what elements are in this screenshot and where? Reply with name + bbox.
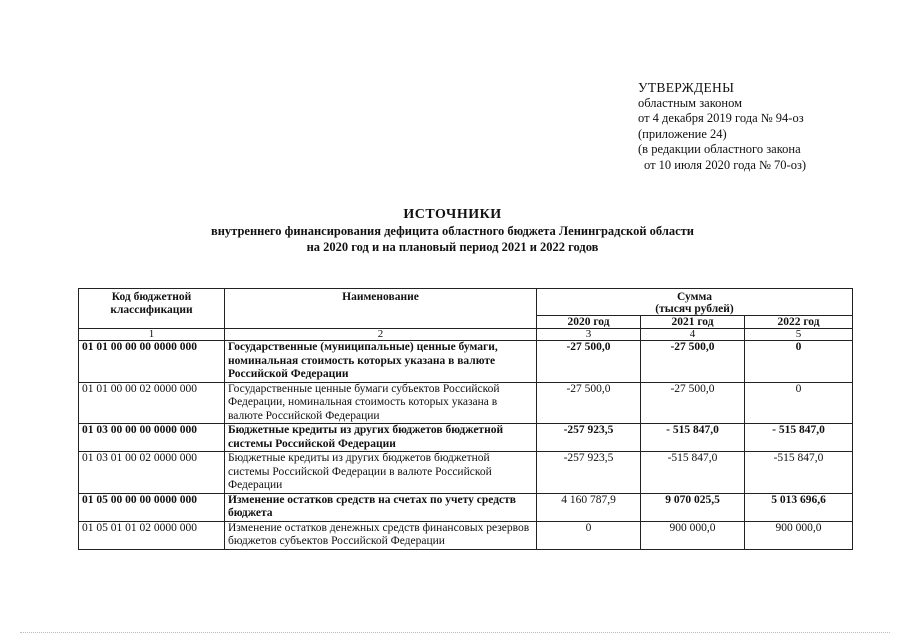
header-code-label: Код бюджетной классификации <box>110 291 193 316</box>
row-value-2022: - 515 847,0 <box>745 424 853 452</box>
row-name: Изменение остатков денежных средств финансовых резервов бюджетов субъектов Российской Федерации <box>225 521 537 549</box>
row-value-2022: -515 847,0 <box>745 452 853 494</box>
header-year-2021: 2021 год <box>641 316 745 329</box>
row-value-2020: -27 500,0 <box>537 341 641 383</box>
approval-heading: УТВЕРЖДЕНЫ <box>638 80 735 95</box>
document-title <box>0 206 905 255</box>
table-row <box>79 452 853 494</box>
page-cut-edge <box>20 632 890 637</box>
header-sum-unit: (тысяч рублей) <box>655 303 734 315</box>
header-sum-label: Сумма <box>677 291 712 303</box>
row-value-2021: - 515 847,0 <box>641 424 745 452</box>
column-number: 3 <box>537 329 641 341</box>
header-year-2020: 2020 год <box>537 316 641 329</box>
approval-stamp <box>638 80 806 173</box>
approval-line: (в редакции областного закона <box>638 142 801 156</box>
row-value-2021: 9 070 025,5 <box>641 493 745 521</box>
table-header-row <box>79 289 853 316</box>
row-value-2020: 4 160 787,9 <box>537 493 641 521</box>
row-value-2020: -257 923,5 <box>537 424 641 452</box>
row-code: 01 05 00 00 00 0000 000 <box>79 493 225 521</box>
header-sum <box>537 289 853 316</box>
table-row <box>79 341 853 383</box>
row-value-2020: 0 <box>537 521 641 549</box>
budget-table <box>78 288 853 550</box>
header-year-2022: 2022 год <box>745 316 853 329</box>
table-row <box>79 521 853 549</box>
row-code: 01 03 00 00 00 0000 000 <box>79 424 225 452</box>
approval-line: (приложение 24) <box>638 126 727 141</box>
column-number: 5 <box>745 329 853 341</box>
row-name: Изменение остатков средств на счетах по учету средств бюджета <box>225 493 537 521</box>
approval-line: от 10 июля 2020 года № 70-оз) <box>644 157 807 172</box>
row-value-2022: 0 <box>745 382 853 424</box>
row-name: Государственные (муниципальные) ценные бумаги, номинальная стоимость которых указана в валюте Российской Федерации <box>225 341 537 383</box>
approval-line: областным законом <box>638 95 743 110</box>
row-name: Бюджетные кредиты из других бюджетов бюджетной системы Российской Федерации <box>225 424 537 452</box>
header-name: Наименование <box>225 289 537 329</box>
title-line-2: внутреннего финансирования дефицита областного бюджета Ленинградской области <box>210 224 695 238</box>
column-number-row <box>79 329 853 341</box>
row-value-2022: 0 <box>745 341 853 383</box>
column-number: 4 <box>641 329 745 341</box>
row-value-2021: -27 500,0 <box>641 382 745 424</box>
header-code <box>79 289 225 329</box>
row-value-2021: -27 500,0 <box>641 341 745 383</box>
row-code: 01 05 01 01 02 0000 000 <box>79 521 225 549</box>
row-value-2021: 900 000,0 <box>641 521 745 549</box>
row-value-2022: 5 013 696,6 <box>745 493 853 521</box>
title-main: ИСТОЧНИКИ <box>403 207 502 222</box>
approval-line: от 4 декабря 2019 года № 94-оз <box>638 111 804 125</box>
table-row <box>79 424 853 452</box>
column-number: 1 <box>79 329 225 341</box>
row-value-2022: 900 000,0 <box>745 521 853 549</box>
row-value-2020: -27 500,0 <box>537 382 641 424</box>
row-code: 01 01 00 00 02 0000 000 <box>79 382 225 424</box>
row-name: Бюджетные кредиты из других бюджетов бюджетной системы Российской Федерации в валюте Российской Федерации <box>225 452 537 494</box>
row-code: 01 03 01 00 02 0000 000 <box>79 452 225 494</box>
table-row <box>79 382 853 424</box>
title-line-3: на 2020 год и на плановый период 2021 и 2022 годов <box>306 240 599 254</box>
table-row <box>79 493 853 521</box>
row-code: 01 01 00 00 00 0000 000 <box>79 341 225 383</box>
column-number: 2 <box>225 329 537 341</box>
row-value-2020: -257 923,5 <box>537 452 641 494</box>
row-value-2021: -515 847,0 <box>641 452 745 494</box>
row-name: Государственные ценные бумаги субъектов Российской Федерации, номинальная стоимость которых указана в валюте Российской Федерации <box>225 382 537 424</box>
